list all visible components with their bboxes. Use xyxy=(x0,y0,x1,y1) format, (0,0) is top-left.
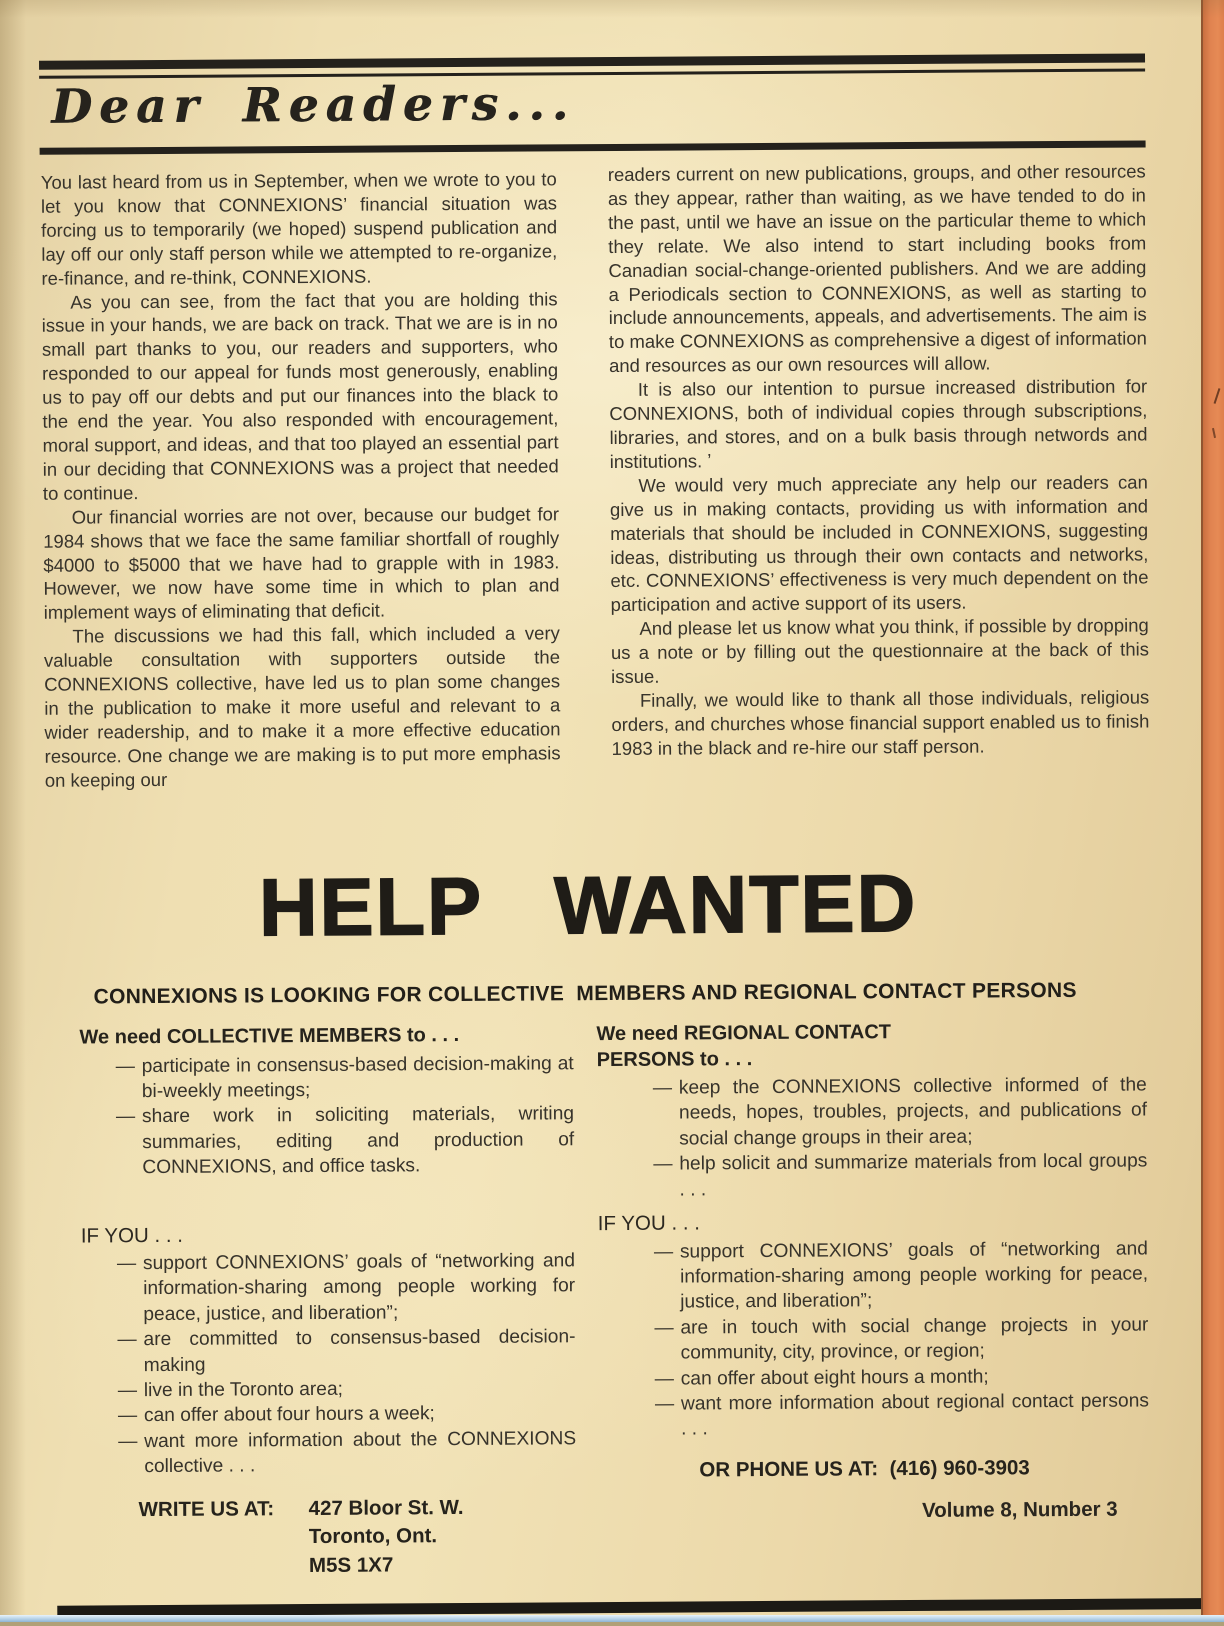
article-paragraph: You last heard from us in September, when we wrote to you to let you know that CONNEXIONS’ financial situation was forcing us to temporarily (we hoped) suspend publication and lay off our only staff person while we attempted to re-organize, re-finance, and re-think, CONNEXIONS. xyxy=(40,168,558,289)
if-you-list-left xyxy=(81,1248,577,1480)
list-item xyxy=(597,1149,1147,1203)
bullet-dash: — xyxy=(654,1368,675,1390)
help-wanted-subheadline: CONNEXIONS IS LOOKING FOR COLLECTIVE MEMBERS AND REGIONAL CONTACT PERSONS xyxy=(93,978,1077,1009)
list-item-text: can offer about four hours a week; xyxy=(143,1403,435,1427)
list-item-text: help solicit and summarize materials from local groups . . . xyxy=(679,1150,1148,1201)
top-rule-thin xyxy=(39,68,1145,78)
phone-number: (416) 960-3903 xyxy=(889,1456,1030,1480)
title-underline-rule xyxy=(40,140,1146,154)
write-us-block xyxy=(139,1493,578,1581)
page-edge-orange xyxy=(1201,0,1224,1616)
list-item xyxy=(80,1102,574,1181)
bullet-dash: — xyxy=(654,1393,675,1415)
list-item-text: share work in soliciting materials, writing summaries, editing and production of CONNEXIONS, and office tasks. xyxy=(141,1103,575,1179)
list-item xyxy=(82,1375,576,1404)
list-item xyxy=(598,1312,1148,1366)
bullet-dash: — xyxy=(652,1077,673,1099)
article-paragraph: As you can see, from the fact that you are holding this issue in your hands, we are back on track. That we are is in no small part thanks to you, our readers and supporters, who responded to our appeal for funds most generously, enabling us to pay off our debts and put our finances into the black to the end the year. You also responded with encouragement, moral support, and ideas, and that too played an essential part in our deciding that CONNEXIONS was a project that needed to continue. xyxy=(41,287,559,504)
article-paragraph: readers current on new publications, groups, and other resources as they appear, rather than waiting, as we have tended to do in the past, until we have an issue on the particular theme to which they relate. We also intend to start including books from Canadian social-change-oriented publishers. And we are adding a Periodicals section to CONNEXIONS, as well as starting to include announcements, appeals, and advertisements. The aim is to make CONNEXIONS as comprehensive a digest of information and resources as our own resources will allow. xyxy=(607,160,1147,377)
mailing-address xyxy=(309,1494,464,1581)
list-item xyxy=(80,1051,574,1105)
page-title: Dear Readers... xyxy=(51,76,576,135)
article-paragraph: Finally, we would like to thank all those individuals, religious orders, and churches whose financial support enabled us to finish 1983 in the black and re-hire our staff person. xyxy=(611,686,1150,759)
list-item-text: can offer about eight hours a month; xyxy=(680,1366,989,1390)
bullet-dash: — xyxy=(653,1241,674,1263)
list-item-text: want more information about regional contact persons . . . xyxy=(680,1390,1149,1440)
bottom-rule xyxy=(57,1598,1224,1617)
list-item-text: participate in consensus-based decision-making at bi-weekly meetings; xyxy=(141,1052,574,1103)
article-paragraph: And please let us know what you think, if possible by dropping us a note or by filling out the questionnaire at the back of this issue. xyxy=(610,614,1150,688)
list-item-text: want more information about the CONNEXIONS collective . . . xyxy=(144,1428,577,1478)
address-line: 427 Bloor St. W. xyxy=(308,1495,464,1520)
list-item-text: are committed to consensus-based decision-making xyxy=(143,1326,576,1376)
list-item xyxy=(82,1401,576,1430)
bullet-dash: — xyxy=(115,1055,135,1077)
bullet-dash: — xyxy=(654,1317,674,1339)
list-item xyxy=(599,1388,1149,1442)
bullet-dash: — xyxy=(117,1329,137,1351)
list-item xyxy=(598,1236,1148,1316)
bullet-dash: — xyxy=(117,1405,138,1427)
list-item-text: support CONNEXIONS’ goals of “networking and information-sharing among people working for peace, justice, and liberation”; xyxy=(679,1237,1149,1313)
phone-label: OR PHONE US AT: xyxy=(699,1457,879,1482)
if-you-list-right xyxy=(598,1236,1149,1443)
article-column-left xyxy=(41,167,561,792)
list-item-text: keep the CONNEXIONS collective informed of the needs, hopes, troubles, projects, and publications of social change groups in their area; xyxy=(678,1074,1148,1150)
article-paragraph: It is also our intention to pursue increased distribution for CONNEXIONS, both of individual copies through subscriptions, libraries, and stores, and on a bulk basis through networds and institutions. ʼ xyxy=(609,375,1148,472)
address-line: M5S 1X7 xyxy=(308,1553,394,1577)
list-item xyxy=(81,1248,575,1327)
regional-contact-heading: We need REGIONAL CONTACT PERSONS to . . . xyxy=(596,1021,892,1071)
bullet-dash: — xyxy=(116,1253,137,1275)
list-item xyxy=(82,1426,576,1480)
bullet-dash: — xyxy=(117,1380,138,1402)
help-wanted-headline: HELP WANTED xyxy=(258,858,918,954)
article-paragraph: We would very much appreciate any help our readers can give us in making contacts, providing us with information and materials that should be included in CONNEXIONS, suggesting ideas, distributing us through their own contacts and networks, etc. CONNEXIONS’ effectiveness is very much dependent on the participation and active support of its users. xyxy=(609,471,1149,616)
phone-line xyxy=(699,1455,1149,1482)
if-you-heading-right: IF YOU . . . xyxy=(597,1211,700,1236)
bullet-dash: — xyxy=(118,1431,138,1453)
list-item xyxy=(599,1363,1149,1392)
bullet-dash: — xyxy=(115,1106,136,1128)
bullet-dash: — xyxy=(653,1153,673,1175)
article-paragraph: Our financial worries are not over, because our budget for 1984 shows that we face the same familiar shortfall of roughly $4000 to $5000 that we have had to grapple with in 1983. However, we now have some time in which to plan and implement ways of eliminating that deficit. xyxy=(43,503,560,624)
if-you-heading-left: IF YOU . . . xyxy=(80,1223,184,1248)
write-us-label: WRITE US AT: xyxy=(138,1496,275,1521)
regional-contact-list xyxy=(597,1072,1148,1203)
list-item xyxy=(81,1325,575,1379)
top-rule-thick xyxy=(39,53,1145,69)
article-column-right xyxy=(608,159,1150,760)
help-wanted-column-left xyxy=(79,1022,577,1581)
help-wanted-column-right xyxy=(596,1018,1149,1524)
address-line: Toronto, Ont. xyxy=(308,1524,438,1549)
volume-number: Volume 8, Number 3 xyxy=(922,1497,1118,1522)
collective-members-heading: We need COLLECTIVE MEMBERS to . . . xyxy=(79,1024,460,1049)
page-edge-blue xyxy=(0,1615,1224,1622)
article-paragraph: The discussions we had this fall, which included a very valuable consultation with supporters outside the CONNEXIONS collective, have led us to plan some changes in the publication to make it more useful and relevant to a wider readership, and to make it a more effective education resource. One change we are making is to put more emphasis on keeping our xyxy=(43,622,561,791)
edge-scratch xyxy=(1214,388,1221,404)
list-item xyxy=(597,1072,1147,1152)
edge-scratch xyxy=(1212,428,1216,438)
collective-members-list xyxy=(80,1051,575,1181)
list-item-text: support CONNEXIONS’ goals of “networking and information-sharing among people working for peace, justice, and liberation”; xyxy=(142,1250,576,1325)
list-item-text: live in the Toronto area; xyxy=(143,1378,344,1402)
list-item-text: are in touch with social change projects in your community, city, province, or region; xyxy=(680,1314,1149,1364)
